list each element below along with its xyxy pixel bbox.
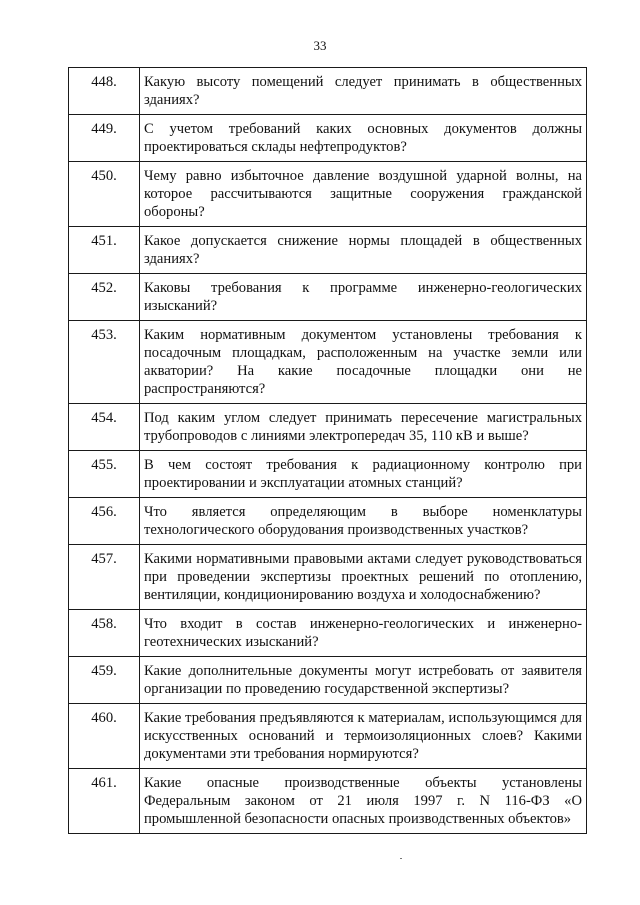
question-number: 450. <box>69 162 140 227</box>
question-number: 454. <box>69 404 140 451</box>
table-row <box>69 769 587 834</box>
table-row <box>69 162 587 227</box>
question-number: 453. <box>69 321 140 404</box>
table-row <box>69 498 587 545</box>
table-row <box>69 321 587 404</box>
scan-speck <box>400 858 402 859</box>
question-text: Какую высоту помещений следует принимать в общественных зданиях? <box>140 68 587 115</box>
question-number: 460. <box>69 704 140 769</box>
question-number: 456. <box>69 498 140 545</box>
questions-table <box>68 67 587 834</box>
question-text: Что входит в состав инженерно-геологических и инженерно-геотехнических изысканий? <box>140 610 587 657</box>
question-text: Каким нормативным документом установлены требования к посадочным площадкам, расположенным на участке земли или акватории? На какие посадочные площадки они не распространяются? <box>140 321 587 404</box>
table-row <box>69 227 587 274</box>
question-text: Каковы требования к программе инженерно-геологических изысканий? <box>140 274 587 321</box>
question-number: 452. <box>69 274 140 321</box>
table-row <box>69 115 587 162</box>
question-text: В чем состоят требования к радиационному контролю при проектировании и эксплуатации атомных станций? <box>140 451 587 498</box>
table-row <box>69 451 587 498</box>
table-row <box>69 68 587 115</box>
question-text: Какие требования предъявляются к материалам, использующимся для искусственных оснований и термоизоляционных слоев? Какими документами эти требования нормируются? <box>140 704 587 769</box>
question-text: Какими нормативными правовыми актами следует руководствоваться при проведении экспертизы проектных решений по отоплению, вентиляции, кондиционированию воздуха и холодоснабжению? <box>140 545 587 610</box>
question-number: 455. <box>69 451 140 498</box>
question-text: Чему равно избыточное давление воздушной ударной волны, на которое рассчитываются защитные сооружения гражданской обороны? <box>140 162 587 227</box>
question-text: Что является определяющим в выборе номенклатуры технологического оборудования производственных участков? <box>140 498 587 545</box>
question-number: 449. <box>69 115 140 162</box>
question-number: 451. <box>69 227 140 274</box>
question-text: Какое допускается снижение нормы площадей в общественных зданиях? <box>140 227 587 274</box>
table-row <box>69 404 587 451</box>
question-number: 458. <box>69 610 140 657</box>
question-number: 459. <box>69 657 140 704</box>
question-text: С учетом требований каких основных документов должны проектироваться склады нефтепродуктов? <box>140 115 587 162</box>
table-row <box>69 657 587 704</box>
page-number: 33 <box>313 38 327 53</box>
question-text: Какие дополнительные документы могут истребовать от заявителя организации по проведению государственной экспертизы? <box>140 657 587 704</box>
question-number: 457. <box>69 545 140 610</box>
question-text: Под каким углом следует принимать пересечение магистральных трубопроводов с линиями электропередач 35, 110 кВ и выше? <box>140 404 587 451</box>
table-row <box>69 704 587 769</box>
table-row <box>69 610 587 657</box>
table-row <box>69 274 587 321</box>
question-text: Какие опасные производственные объекты установлены Федеральным законом от 21 июля 1997 г. N 116-ФЗ «О промышленной безопасности опасных производственных объектов» <box>140 769 587 834</box>
question-number: 448. <box>69 68 140 115</box>
table-row <box>69 545 587 610</box>
question-number: 461. <box>69 769 140 834</box>
